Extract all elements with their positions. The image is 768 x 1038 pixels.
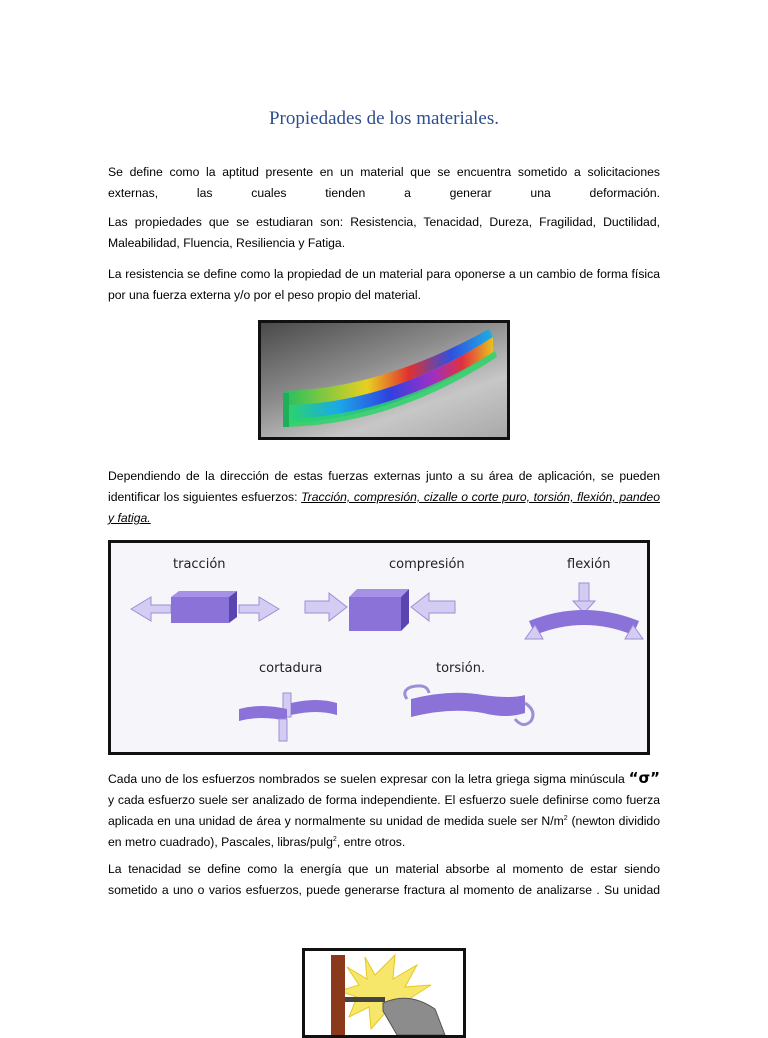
traccion-diagram <box>131 591 279 623</box>
paragraph-sigma-c: (newton dividido en metro cuadrado), Pascales, libras/pulg <box>108 814 660 849</box>
paragraph-sigma-b: y cada esfuerzo suele ser analizado de forma independiente. El esfuerzo suele definirse como fuerza aplicada en una unidad de área y normalmente su unidad de medida suele ser N/m <box>108 793 660 828</box>
paragraph-stresses-lead: Dependiendo de la dirección de estas fuerzas externas junto a su área de aplicación, se pueden identificar los siguientes esfuerzos: <box>108 469 660 504</box>
beam-illustration <box>261 323 507 437</box>
cortadura-diagram <box>239 693 337 741</box>
stress-diagrams <box>111 543 647 752</box>
hammer-head <box>383 998 445 1035</box>
torsion-diagram <box>405 686 533 725</box>
nail <box>345 997 385 1002</box>
paragraph-properties <box>108 212 660 254</box>
label-torsion: torsión. <box>436 661 486 676</box>
paragraph-tenacity-text: La tenacidad se define como la energía que un material absorbe al momento de estar siendo sometido a uno o varios esfuerzos, puede generarse fractura al momento de analizarse . Su unidad <box>108 862 660 897</box>
paragraph-sigma-a: Cada uno de los esfuerzos nombrados se suelen expresar con la letra griega sigma minúscula <box>108 772 629 786</box>
traccion-arrow-left <box>131 597 171 621</box>
cortadura-arrow-down <box>279 719 287 741</box>
label-compresion: compresión <box>389 557 465 572</box>
label-traccion: tracción <box>173 557 226 572</box>
superscript-nm2: 2 <box>563 814 568 822</box>
tenacity-impact-image <box>302 948 466 1038</box>
paragraph-properties-text: Las propiedades que se estudiaran son: Resistencia, Tenacidad, Dureza, Fragilidad, Ductilidad, Maleabilidad, Fluencia, Resiliencia y Fatiga. <box>108 215 660 250</box>
superscript-pulg2: 2 <box>332 835 337 843</box>
traccion-block-top <box>171 591 237 597</box>
paragraph-sigma <box>108 768 660 853</box>
paragraph-resistance-text: La resistencia se define como la propiedad de un material para oponerse a un cambio de forma física por una fuerza externa y/o por el peso propio del material. <box>108 267 660 302</box>
torsion-bar <box>411 693 525 717</box>
compresion-block <box>349 597 401 631</box>
paragraph-resistance <box>108 264 660 306</box>
flexion-diagram <box>525 583 643 639</box>
traccion-block <box>171 597 229 623</box>
paragraph-stresses-list: Tracción, compresión, cizalle o corte puro, torsión, flexión, pandeo y fatiga. <box>108 490 660 525</box>
compresion-arrow-left <box>305 593 347 621</box>
beam-stress-image <box>258 320 510 440</box>
paragraph-definition <box>108 162 660 204</box>
label-flexion: flexión <box>567 557 611 572</box>
flexion-arrow-shaft <box>579 583 589 601</box>
paragraph-tenacity <box>108 859 660 901</box>
impact-illustration <box>305 951 463 1035</box>
cortadura-beam-right <box>291 700 337 715</box>
paragraph-stresses <box>108 466 660 529</box>
compresion-arrow-right <box>411 593 455 621</box>
compresion-block-top <box>349 589 409 597</box>
flexion-beam <box>529 610 639 635</box>
label-cortadura: cortadura <box>259 661 323 676</box>
stress-types-figure <box>108 540 650 755</box>
compresion-diagram <box>305 589 455 631</box>
page-title: Propiedades de los materiales. <box>268 108 500 129</box>
sigma-symbol: “σ” <box>628 769 660 787</box>
wood-post <box>331 955 345 1035</box>
paragraph-definition-text: Se define como la aptitud presente en un material que se encuentra sometido a solicitaciones externas, las cuales tienden a generar una deformación. <box>108 165 660 200</box>
paragraph-sigma-d: , entre otros. <box>336 835 406 849</box>
beam-end-face <box>283 393 289 427</box>
traccion-arrow-right <box>239 597 279 621</box>
